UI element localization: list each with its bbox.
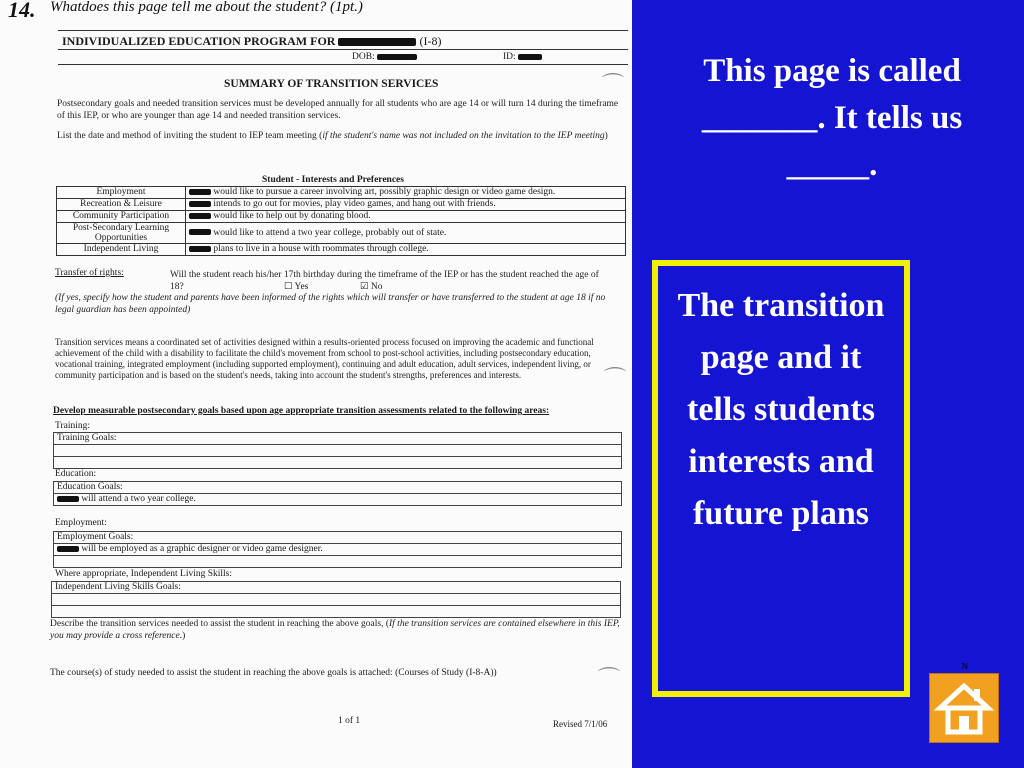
courses-text: The course(s) of study needed to assist the student in reaching the above goals is attached: (Courses of Study (I-8-A)) — [50, 668, 497, 678]
home-icon — [930, 674, 998, 742]
interests-title: Student - Interests and Preferences — [262, 175, 404, 185]
handwritten-question: Whatdoes this page tell me about the student? (1pt.) — [50, 0, 363, 15]
revised-date: Revised 7/1/06 — [553, 719, 608, 729]
home-button[interactable] — [929, 673, 999, 743]
answer-box — [652, 260, 910, 697]
program-header: INDIVIDUALIZED EDUCATION PROGRAM FOR (I-8) — [62, 34, 442, 48]
describe-text: Describe the transition services needed to assist the student in reaching the above goals, (If the transition services are contained elsewhere in this IEP, you may provide a cross reference.) — [50, 619, 620, 641]
redacted-name — [338, 38, 416, 46]
divider — [58, 30, 628, 31]
answer-text: The transition page and it tells students interests and future plans — [677, 287, 885, 532]
no-checkbox: ☑ No — [360, 282, 383, 292]
table-row: Recreation & Leisure intends to go out for movies, play video games, and hang out with friends. — [57, 199, 626, 211]
page-curl-mark: ⌒ — [604, 366, 627, 391]
divider — [58, 49, 628, 50]
education-goals-box: Education Goals: will attend a two year college. — [53, 481, 622, 506]
table-row: Independent Living plans to live in a house with roommates through college. — [57, 244, 626, 256]
dob-field: DOB: — [352, 52, 417, 62]
summary-title: SUMMARY OF TRANSITION SERVICES — [224, 78, 439, 90]
employment-label: Employment: — [55, 518, 107, 528]
slide-heading: This page is called _______. It tells us _____. — [701, 53, 963, 183]
intro-text: Postsecondary goals and needed transition services must be developed annually for all students who are age 14 or will turn 14 during the timeframe of this IEP, or who are younger than age 14 and needed transition services. — [57, 99, 619, 121]
transfer-label: Transfer of rights: — [55, 268, 124, 278]
training-label: Training: — [55, 421, 91, 431]
employment-goals-box: Employment Goals: will be employed as a graphic designer or video game designer. — [53, 531, 622, 568]
page-curl-mark: ⌒ — [602, 72, 625, 97]
table-row: Post-Secondary Learning Opportunities would like to attend a two year college, probably out of state. — [57, 223, 626, 244]
question-number: 14. — [8, 0, 36, 22]
living-goals-box: Independent Living Skills Goals: — [51, 581, 621, 618]
table-row: Community Participation would like to help out by donating blood. — [57, 211, 626, 223]
education-label: Education: — [55, 469, 97, 479]
table-row: Employment would like to pursue a career involving art, possibly graphic design or video game design. — [57, 187, 626, 199]
page-curl-mark: ⌒ — [598, 666, 621, 691]
yes-checkbox: ☐ Yes — [284, 282, 309, 292]
interests-table — [56, 186, 626, 256]
transfer-question: Will the student reach his/her 17th birthday during the timeframe of the IEP or has the student reached the age of 18? — [170, 270, 599, 292]
develop-title: Develop measurable postsecondary goals based upon age appropriate transition assessments related to the following areas: — [53, 406, 550, 416]
divider — [58, 64, 628, 65]
invite-text: List the date and method of inviting the student to IEP team meeting (if the student's name was not included on the invitation to the IEP meeting) — [57, 131, 608, 141]
transfer-italic: (If yes, specify how the student and parents have been informed of the rights which will transfer or have transferred to the student at age 18 if no legal guardian has been appointed) — [55, 293, 606, 315]
services-text: Transition services means a coordinated set of activities designed within a results-oriented process focused on improving the academic and functional achievement of the child with a disability to facilitate the child's movement from school to post-school activities, including postsecondary education, vocational training, integrated employment (including supported employment), continuing and adult education, adult services, independent living, or community participation and is based on the student's needs, taking into account the student's strengths, preferences and interests. — [55, 337, 594, 380]
page-number: 1 of 1 — [338, 716, 361, 726]
training-goals-box: Training Goals: — [53, 432, 622, 469]
home-label: N — [962, 662, 968, 671]
id-field: ID: — [503, 52, 542, 62]
living-label: Where appropriate, Independent Living Skills: — [55, 569, 233, 579]
